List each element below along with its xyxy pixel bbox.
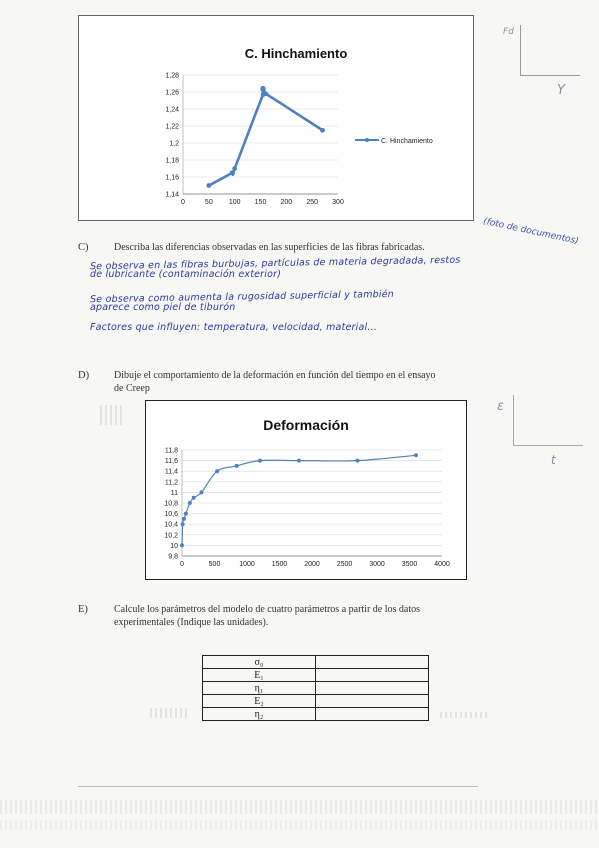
table-row [203, 695, 429, 708]
deformacion-plot [146, 401, 466, 579]
data-point [258, 459, 262, 463]
x-tick-label: 4000 [434, 561, 450, 568]
data-point [188, 501, 192, 505]
param-symbol: E₂ [203, 695, 316, 708]
param-symbol: E₁ [203, 669, 316, 682]
x-tick-label: 500 [208, 561, 221, 568]
y-tick-label: 10,6 [164, 511, 178, 519]
x-tick-label: 0 [181, 199, 185, 206]
y-tick-label: 10,4 [164, 521, 178, 529]
margin-axis-label: Y [557, 83, 565, 98]
y-tick-label: 1,2 [169, 140, 179, 148]
section-e-question [114, 603, 514, 629]
table-row [203, 708, 429, 721]
param-value-cell[interactable] [316, 669, 429, 682]
answer-line: Factores que influyen: temperatura, velocidad, material... [90, 322, 378, 333]
top-margin-sketch [505, 25, 585, 105]
x-tick-label: 0 [180, 561, 184, 568]
question-line: de Creep [114, 383, 150, 394]
legend-label: C. Hinchamiento [381, 138, 433, 145]
parameters-table [202, 655, 429, 721]
param-symbol: η₁ [203, 682, 316, 695]
answer-line: Se observa como aumenta la rugosidad superficial y también [89, 288, 395, 306]
param-value-cell[interactable] [316, 682, 429, 695]
section-c-answer [89, 254, 570, 333]
x-tick-label: 100 [228, 199, 241, 206]
y-tick-label: 1,26 [165, 89, 179, 97]
chart-title: Deformación [263, 417, 349, 433]
x-tick-label: 1500 [271, 561, 288, 568]
answer-line: aparece como piel de tiburón [90, 302, 236, 313]
question-line: experimentales (Indique las unidades). [114, 617, 269, 628]
param-value-cell[interactable] [316, 695, 429, 708]
scan-artifact [100, 405, 124, 425]
answer-line: Se observa en las fibras burbujas, partículas de materia degradada, restos [89, 254, 461, 273]
x-tick-label: 300 [332, 199, 344, 206]
series-line [182, 455, 416, 545]
data-point [200, 490, 204, 494]
x-tick-label: 250 [306, 199, 319, 206]
data-point [182, 517, 186, 521]
x-tick-label: 200 [280, 199, 293, 206]
footer-rule [78, 786, 478, 787]
x-tick-label: 3000 [369, 561, 385, 568]
y-tick-label: 11,8 [164, 447, 178, 455]
data-point [192, 496, 196, 500]
y-tick-label: 1,16 [165, 174, 179, 182]
answer-line: de lubricante (contaminación exterior) [90, 269, 282, 280]
data-point [206, 183, 211, 188]
param-symbol: η₂ [203, 708, 316, 721]
y-tick-label: 10,8 [164, 500, 178, 508]
y-tick-label: 9,8 [168, 553, 178, 561]
scan-artifact [150, 708, 190, 718]
y-tick-label: 11,2 [164, 479, 178, 487]
section-d-label: D) [78, 370, 90, 381]
x-tick-label: 1000 [239, 561, 255, 568]
param-value-cell[interactable] [316, 656, 429, 669]
scan-artifact [440, 712, 490, 718]
data-point [320, 128, 325, 133]
data-point [215, 469, 219, 473]
y-tick-label: 1,28 [165, 72, 179, 80]
series-line [209, 87, 323, 185]
x-tick-label: 2000 [304, 561, 320, 568]
y-tick-label: 11 [170, 489, 178, 497]
hinchamiento-chart [78, 15, 474, 221]
y-tick-label: 1,24 [165, 106, 179, 114]
legend-marker [365, 138, 369, 142]
deformacion-chart [145, 400, 467, 580]
x-tick-label: 2500 [336, 561, 353, 568]
data-point [297, 459, 301, 463]
data-point [232, 166, 237, 171]
y-tick-label: 10,2 [164, 532, 178, 540]
data-point [180, 543, 184, 547]
x-tick-label: 50 [204, 199, 213, 206]
question-line: Calcule los parámetros del modelo de cuatro parámetros a partir de los datos [114, 604, 421, 615]
table-row [203, 656, 429, 669]
y-tick-label: 1,18 [165, 157, 179, 165]
hinchamiento-plot [79, 16, 473, 220]
data-point [356, 459, 360, 463]
data-point [235, 464, 239, 468]
creep-margin-sketch [495, 395, 590, 475]
table-row [203, 669, 429, 682]
scan-artifact [0, 800, 599, 814]
data-point [230, 170, 235, 175]
table-row [203, 682, 429, 695]
question-line: Dibuje el comportamiento de la deformación en función del tiempo en el ensayo [114, 370, 436, 381]
margin-note-foto: (foto de documentos) [482, 216, 580, 247]
data-point [181, 522, 185, 526]
margin-axis-t: t [551, 453, 556, 467]
data-point [184, 512, 188, 516]
param-symbol: σ₀ [203, 656, 316, 669]
section-c-question: Describa las diferencias observadas en las superficies de las fibras fabricadas. [114, 242, 425, 253]
section-d-question [114, 369, 514, 395]
y-tick-label: 10 [170, 542, 178, 550]
param-value-cell[interactable] [316, 708, 429, 721]
chart-title: C. Hinchamiento [244, 46, 348, 61]
x-tick-label: 150 [254, 199, 267, 206]
margin-axis-epsilon: ε [497, 399, 505, 414]
y-tick-label: 11,4 [164, 468, 178, 476]
section-e-label: E) [78, 604, 88, 615]
y-tick-label: 11,6 [164, 458, 178, 466]
data-point [414, 453, 418, 457]
margin-note: Fd [503, 27, 514, 37]
y-tick-label: 1,14 [165, 191, 179, 199]
scan-artifact [0, 820, 599, 830]
x-tick-label: 3500 [401, 561, 418, 568]
y-tick-label: 1,22 [165, 123, 179, 131]
section-c-label: C) [78, 242, 89, 253]
data-point [263, 91, 268, 96]
